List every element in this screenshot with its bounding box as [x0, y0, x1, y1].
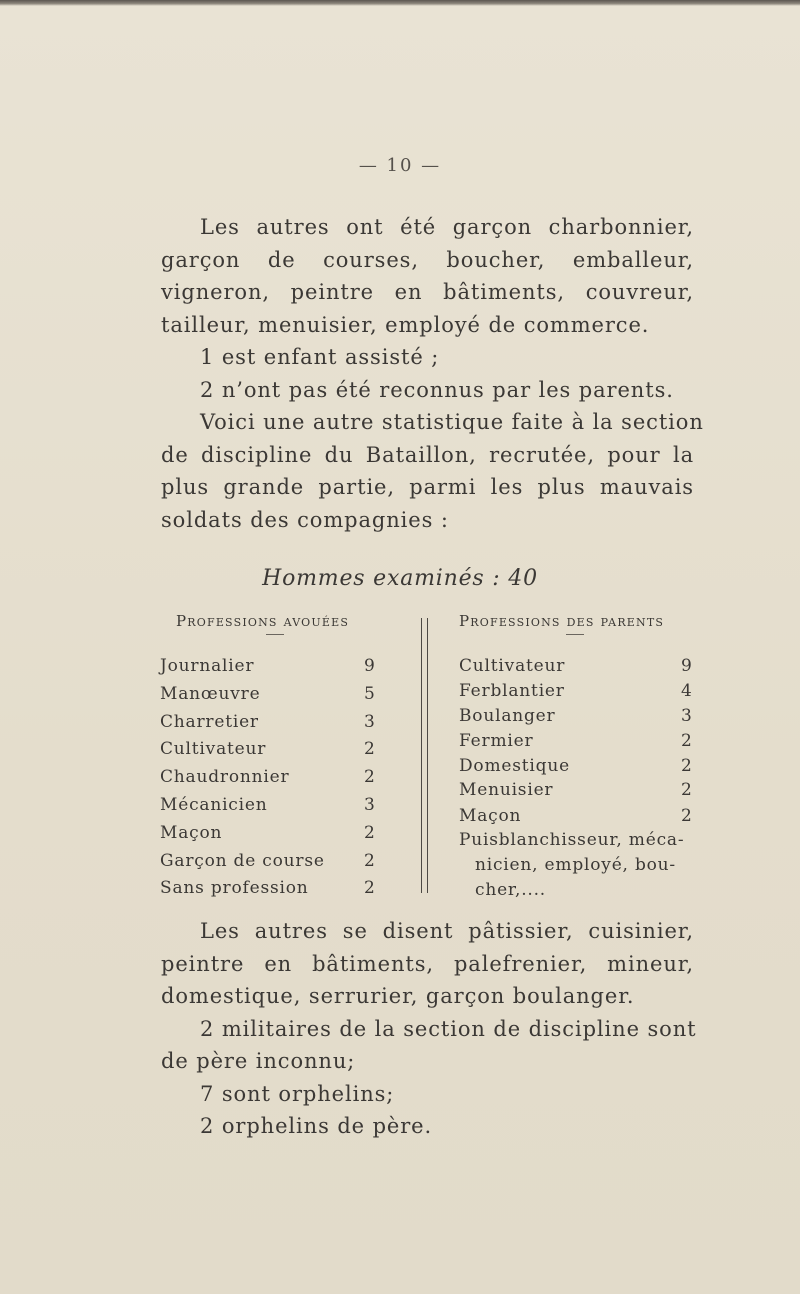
table-row: Garçon de course [160, 851, 325, 871]
text-line: Les autres ont été garçon charbonnier, [200, 215, 694, 239]
paragraph-3 [161, 915, 697, 1143]
left-header-dash [266, 634, 284, 635]
column-divider [427, 618, 428, 893]
page-number: — 10 — [358, 155, 442, 176]
table-row: Charretier [160, 712, 259, 732]
table-value: 2 [681, 780, 693, 800]
text-line: 2 orphelins de père. [200, 1114, 433, 1138]
table-value: 3 [681, 706, 693, 726]
text-line: garçon de courses, boucher, emballeur, [161, 247, 694, 272]
table-row: Boulanger [459, 706, 556, 726]
table-value: 2 [364, 739, 376, 759]
text-line: vigneron, peintre en bâtiments, couvreur, [161, 280, 694, 304]
table-value: 2 [681, 731, 693, 751]
paragraph-1 [161, 211, 704, 536]
table-row: cher,.... [475, 880, 547, 900]
table-row: Menuisier [459, 780, 554, 800]
table-value: 2 [364, 767, 376, 787]
text-line: de discipline du Bataillon, recrutée, pour la [161, 442, 694, 467]
text-line: 1 est enfant assisté ; [200, 345, 440, 369]
table-value: 2 [681, 806, 693, 826]
text-line: 7 sont orphelins; [200, 1081, 395, 1106]
text-line: Voici une autre statistique faite à la section [200, 410, 704, 434]
table-value: 3 [364, 712, 376, 732]
right-header-dash [566, 634, 584, 635]
table-row: Maçon [459, 806, 522, 826]
table-row: Manœuvre [160, 684, 261, 704]
table-value: 3 [364, 795, 376, 815]
table-heading: Hommes examinés : 40 [262, 566, 538, 591]
text-line: Les autres se disent pâtissier, cuisinier, [200, 919, 694, 943]
text-line: plus grande partie, parmi les plus mauvais [161, 475, 694, 499]
table-row: Cultivateur [459, 656, 566, 676]
text-line: soldats des compagnies : [161, 507, 449, 532]
table-row: Cultivateur [160, 739, 267, 759]
page-top-edge [0, 0, 800, 6]
table-row: Mécanicien [160, 795, 268, 815]
table-value: 2 [364, 851, 376, 871]
table-value: 2 [364, 823, 376, 843]
table-row: Ferblantier [459, 681, 565, 701]
table-row: Fermier [459, 731, 534, 751]
text-line: 2 n’ont pas été reconnus par les parents. [200, 377, 674, 402]
table-row: nicien, employé, bou- [475, 855, 676, 875]
table-row: Chaudronnier [160, 767, 290, 787]
text-line: tailleur, menuisier, employé de commerce. [161, 312, 650, 337]
table-row: Puisblanchisseur, méca- [459, 830, 685, 850]
table-value: 9 [681, 656, 693, 676]
text-line: domestique, serrurier, garçon boulanger. [161, 984, 635, 1008]
left-column-header: Professions avouées [176, 612, 350, 630]
table-value: 9 [364, 656, 376, 676]
table-row: Sans profession [160, 878, 309, 898]
table-value: 2 [364, 878, 376, 898]
table-value: 5 [364, 684, 376, 704]
table-row: Maçon [160, 823, 223, 843]
column-divider [421, 618, 422, 893]
table-value: 2 [681, 756, 693, 776]
table-row: Journalier [160, 656, 255, 676]
text-line: peintre en bâtiments, palefrenier, mineur, [161, 951, 694, 976]
table-value: 4 [681, 681, 693, 701]
text-line: de père inconnu; [161, 1049, 356, 1073]
table-row: Domestique [459, 756, 570, 776]
text-line: 2 militaires de la section de discipline sont [200, 1016, 697, 1041]
right-column-header: Professions des parents [459, 612, 665, 630]
